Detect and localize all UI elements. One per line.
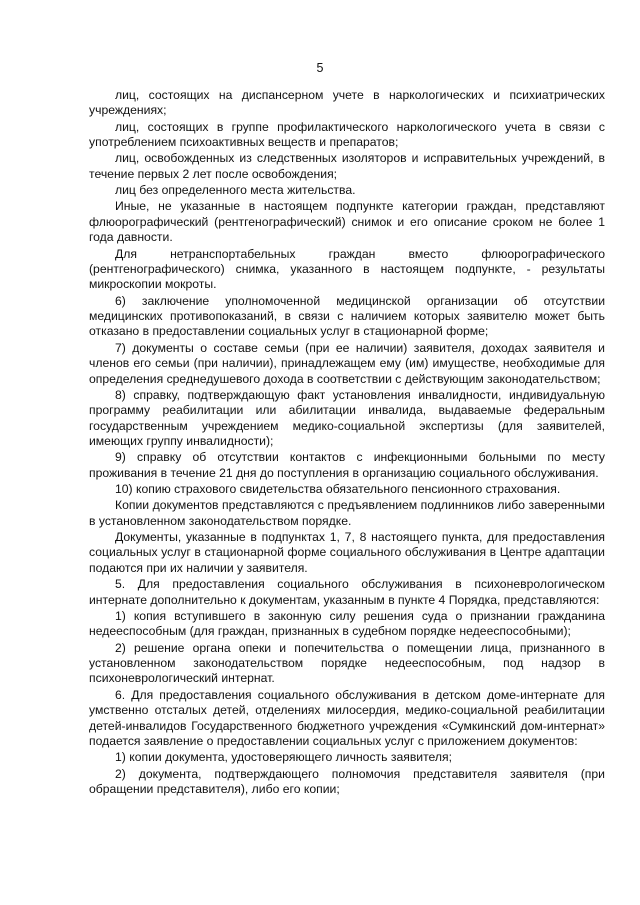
paragraph: 1) копии документа, удостоверяющего личность заявителя; [115, 750, 453, 765]
paragraph: 2) документа, подтверждающего полномочия представителя заявителя (при обращении представителя), либо его копии; [89, 766, 605, 796]
paragraph: лиц без определенного места жительства. [115, 183, 356, 198]
paragraph: 6. Для предоставления социального обслуживания в детском доме-интернате для умственно отсталых детей, отделениях милосердия, медико-социальной реабилитации детей-инвалидов Государственного бюджетного учреждения «Сумкинский дом-интернат» подается заявление о предоставлении социальных услуг с приложением документов: [89, 687, 605, 748]
paragraph: лиц, состоящих на диспансерном учете в наркологических и психиатрических учреждениях; [89, 88, 605, 118]
paragraph: 9) справку об отсутствии контактов с инфекционными больными по месту проживания в течение 21 дня до поступления в организацию социального обслуживания. [89, 450, 605, 480]
paragraph: 2) решение органа опеки и попечительства о помещении лица, признанного в установленном законодательством порядке недееспособным, под надзор в психоневрологический интернат. [89, 640, 605, 686]
paragraph: 5. Для предоставления социального обслуживания в психоневрологическом интернате дополнительно к документам, указанным в пункте 4 Порядка, представляются: [89, 577, 605, 607]
paragraph: лиц, состоящих в группе профилактического наркологического учета в связи с употреблением психоактивных веществ и препаратов; [89, 119, 605, 150]
paragraph: 1) копия вступившего в законную силу решения суда о признании гражданина недееспособным (для граждан, признанных в судебном порядке недееспособными); [89, 608, 605, 639]
paragraph: 10) копию страхового свидетельства обязательного пенсионного страхования. [115, 482, 561, 497]
paragraph: 7) документы о составе семьи (при ее наличии) заявителя, доходах заявителя и членов его семьи (при наличии), принадлежащем ему (им) имуществе, необходимые для определения среднедушевого дохода в соответствии с действующим законодательством; [89, 340, 605, 386]
document-body [89, 88, 605, 798]
paragraph: Для нетранспортабельных граждан вместо флюорографического (рентгенографического) снимка, указанного в настоящем подпункте, - результаты микроскопии мокроты. [89, 246, 605, 292]
paragraph: Иные, не указанные в настоящем подпункте категории граждан, представляют флюорографический (рентгенографический) снимок и его описание сроком не более 1 года давности. [89, 199, 605, 245]
paragraph: лиц, освобожденных из следственных изоляторов и исправительных учреждений, в течение первых 2 лет после освобождения; [89, 151, 605, 181]
paragraph: 6) заключение уполномоченной медицинской организации об отсутствии медицинских противопоказаний, в связи с наличием которых заявителю может быть отказано в предоставлении социальных услуг в стационарной форме; [89, 293, 605, 339]
paragraph: 8) справку, подтверждающую факт установления инвалидности, индивидуальную программу реабилитации или абилитации инвалида, выдаваемые федеральным государственным учреждением медико-социальной экспертизы (для заявителей, имеющих группу инвалидности); [89, 387, 605, 449]
paragraph: Документы, указанные в подпунктах 1, 7, 8 настоящего пункта, для предоставления социальных услуг в стационарной форме социального обслуживания в Центре адаптации подаются при их наличии у заявителя. [89, 530, 605, 575]
paragraph: Копии документов представляются с предъявлением подлинников либо заверенными в установленном законодательством порядке. [89, 498, 605, 528]
page-number: 5 [316, 61, 324, 75]
